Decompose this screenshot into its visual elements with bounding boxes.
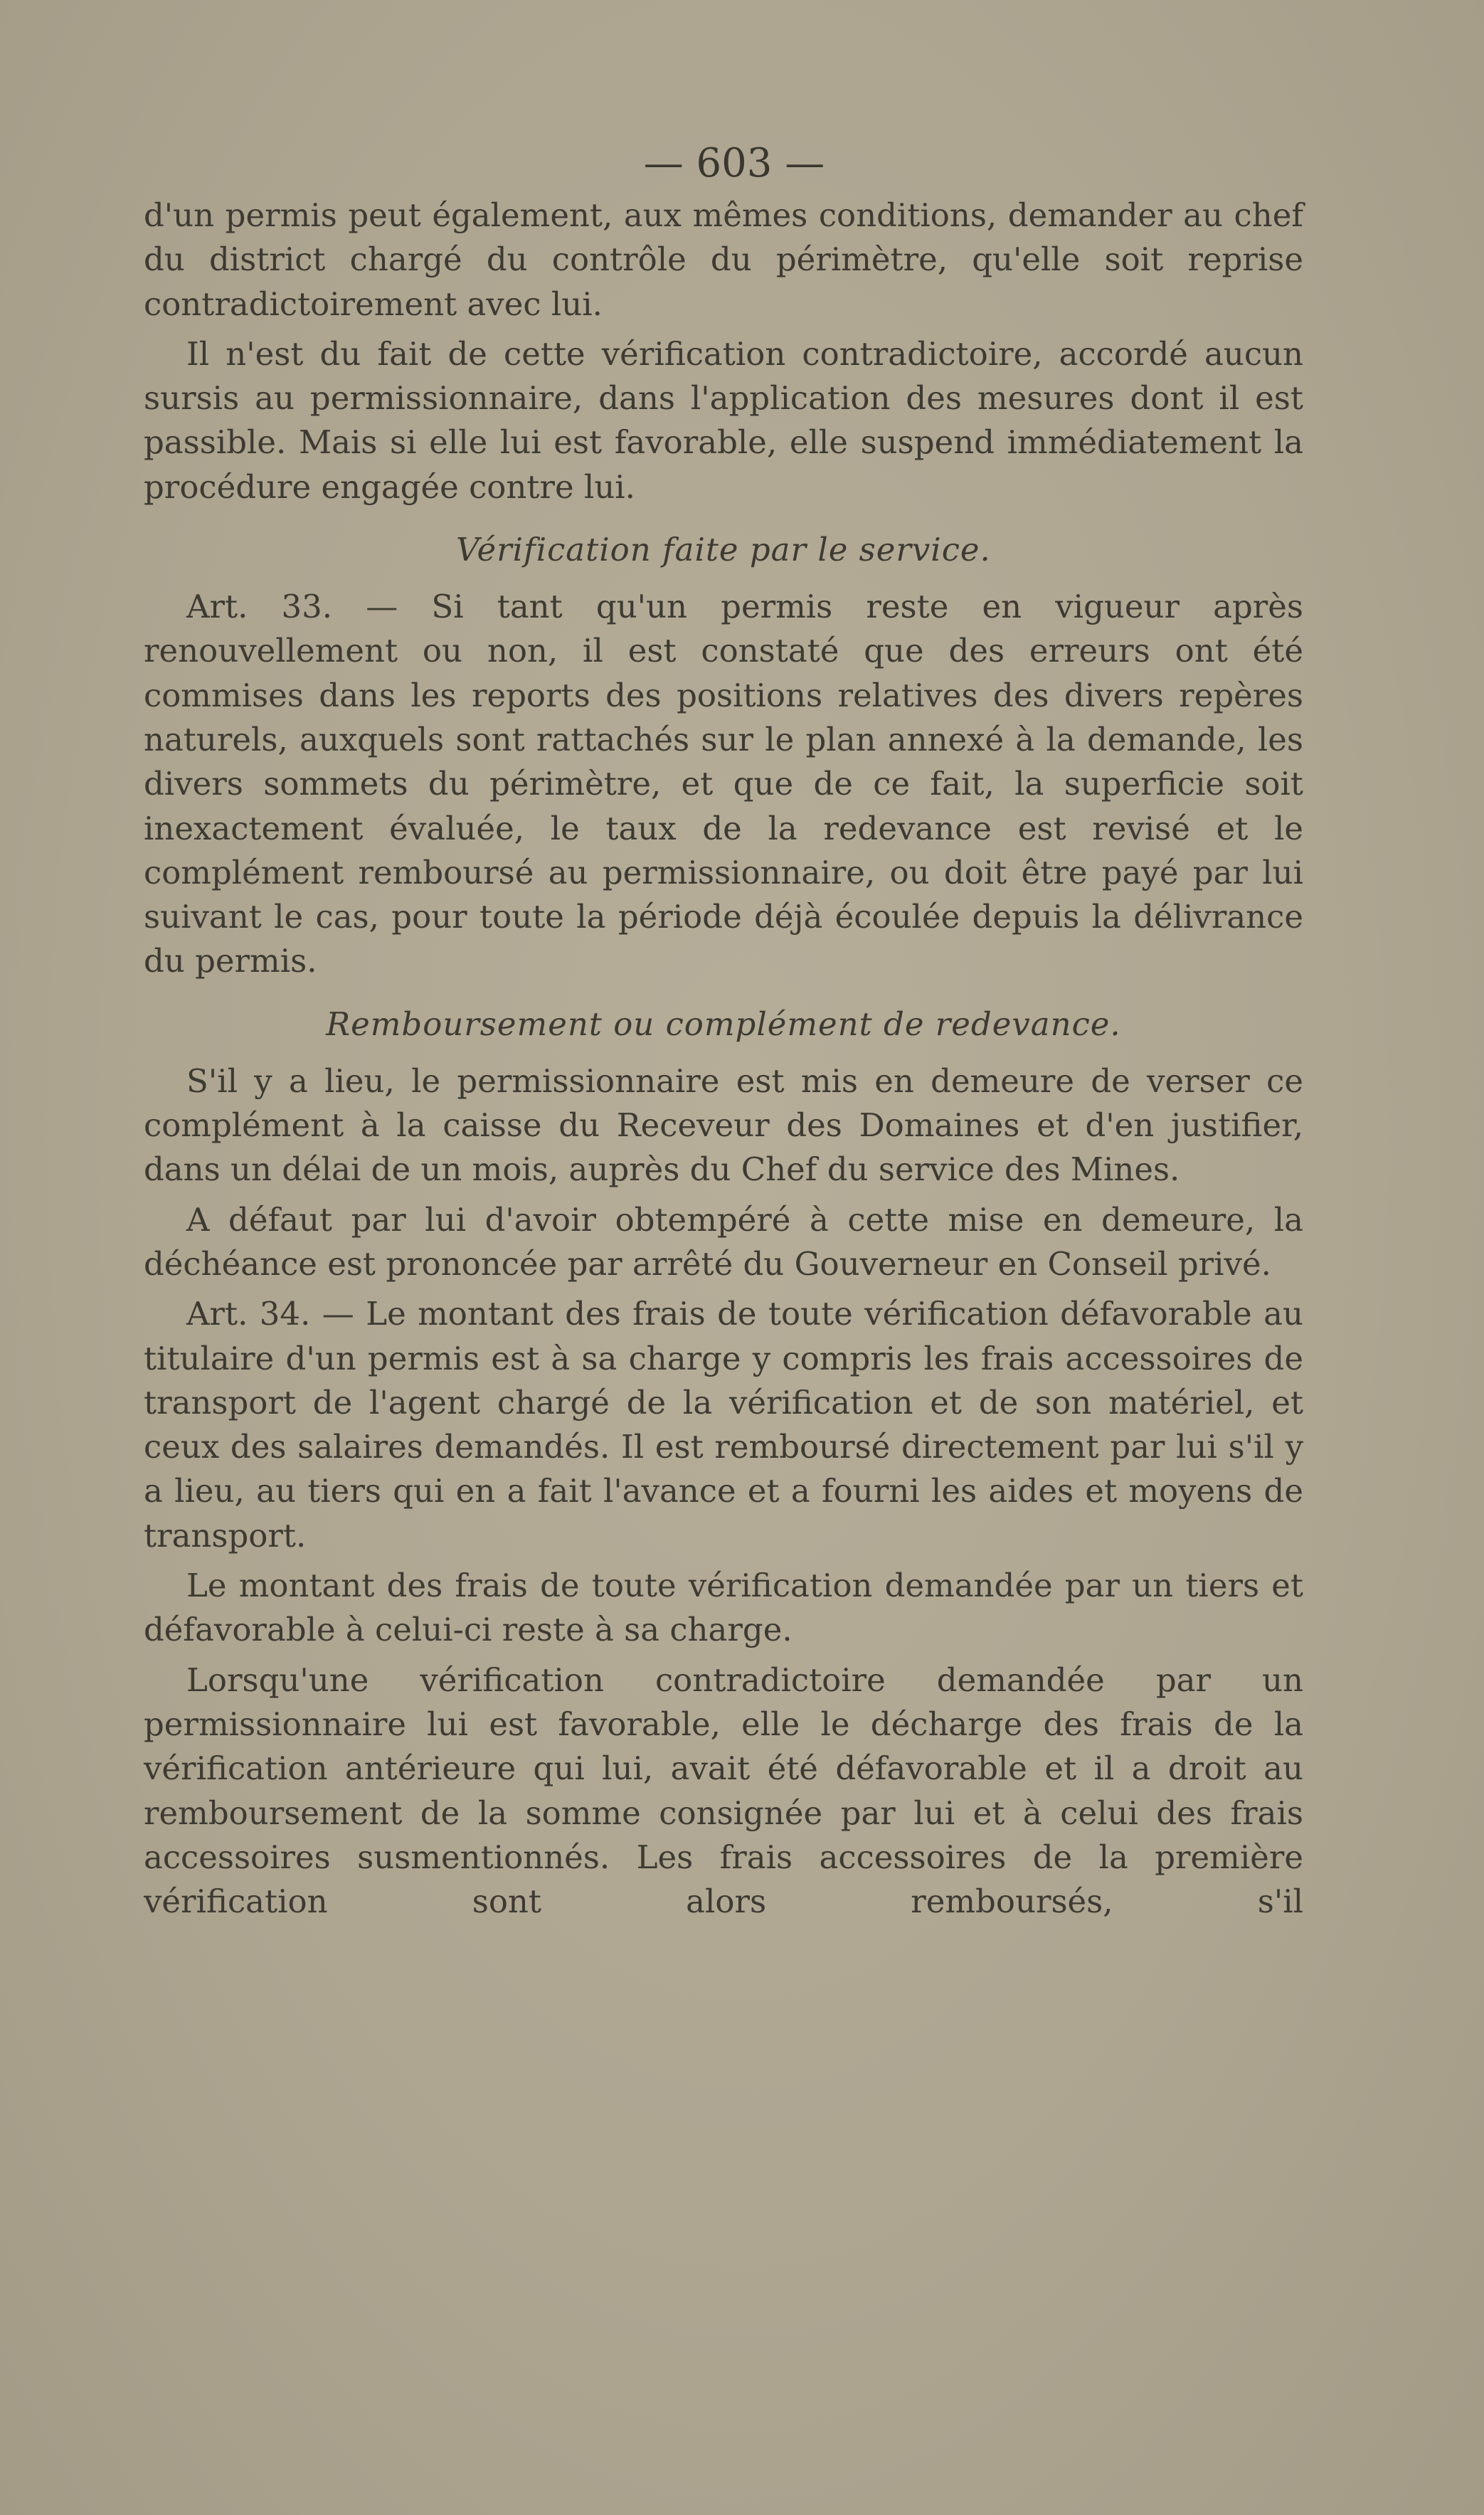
- paragraph-article-34: Art. 34. — Le montant des frais de toute vérification défavorable au titulaire d'un permis est à sa charge y compris les frais accessoires de transport de l'agent chargé de la vérification et de son matériel, et ceux des salaires demandés. Il est remboursé directement par lui s'il y a lieu, au tiers qui en a fait l'avance et a fourni les aides et moyens de transport.: [144, 1295, 1303, 1555]
- page-body: [144, 135, 1303, 1924]
- paragraph: d'un permis peut également, aux mêmes conditions, demander au chef du district chargé du contrôle du périmètre, qu'elle soit reprise contradictoirement avec lui.: [144, 196, 1303, 323]
- paragraph-article-33: Art. 33. — Si tant qu'un permis reste en vigueur après renouvellement ou non, il est constaté que des erreurs ont été commises dans les reports des positions relatives des divers repères naturels, auxquels sont rattachés sur le plan annexé à la demande, les divers sommets du périmètre, et que de ce fait, la superficie soit inexactement évaluée, le taux de la redevance est revisé et le complément remboursé au permissionnaire, ou doit être payé par lui suivant le cas, pour toute la période déjà écoulée depuis la délivrance du permis.: [144, 588, 1303, 980]
- section-heading: Vérification faite par le service.: [456, 531, 991, 569]
- paragraph: Il n'est du fait de cette vérification contradictoire, accordé aucun sursis au permissionnaire, dans l'application des mesures dont il est passible. Mais si elle lui est favorable, elle suspend immédiatement la procédure engagée contre lui.: [144, 334, 1303, 506]
- paragraph: A défaut par lui d'avoir obtempéré à cette mise en demeure, la déchéance est prononcée par arrêté du Gouverneur en Conseil privé.: [144, 1200, 1303, 1283]
- section-heading: Remboursement ou complément de redevance.: [326, 1005, 1121, 1043]
- paragraph: S'il y a lieu, le permissionnaire est mis en demeure de verser ce complément à la caisse du Receveur des Domaines et d'en justifier, dans un délai de un mois, auprès du Chef du service des Mines.: [144, 1061, 1303, 1189]
- paragraph: Le montant des frais de toute vérification demandée par un tiers et défavorable à celui-ci reste à sa charge.: [144, 1567, 1303, 1649]
- page-number: — 603 —: [643, 140, 825, 186]
- paragraph: Lorsqu'une vérification contradictoire demandée par un permissionnaire lui est favorable, elle le décharge des frais de la vérification antérieure qui lui, avait été défavorable et il a droit au remboursement de la somme consignée par lui et à celui des frais accessoires susmentionnés. Les frais accessoires de la première vérification sont alors remboursés, s'il: [144, 1661, 1303, 1921]
